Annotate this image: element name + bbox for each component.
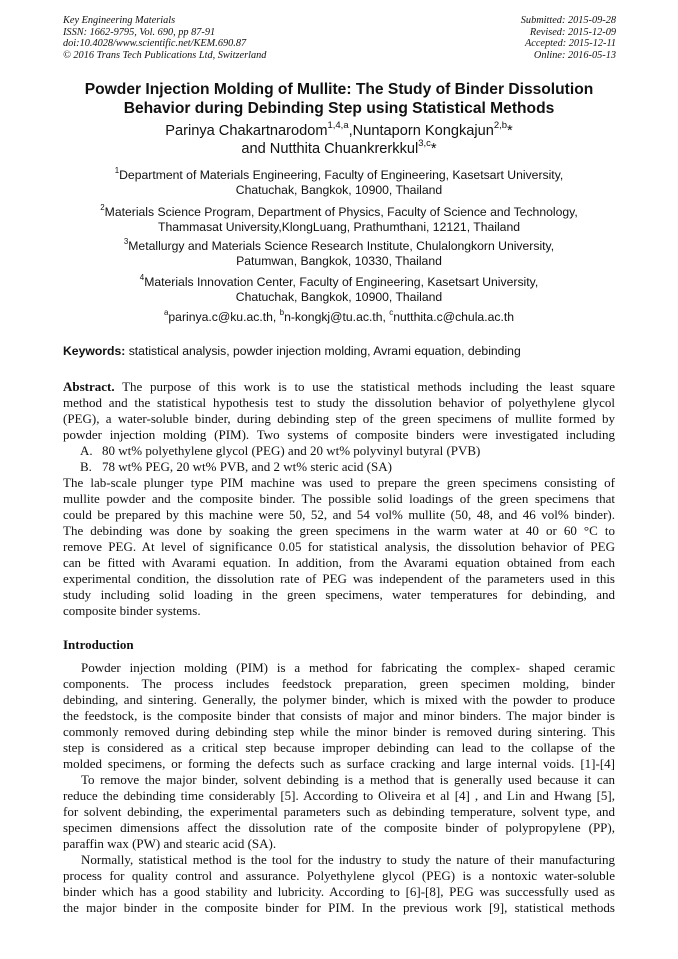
author-emails (40, 310, 638, 325)
affiliation-line: Chatuchak, Bangkok, 10900, Thailand (235, 183, 443, 197)
email-c: nutthita.c@chula.ac.th (393, 310, 515, 324)
title-line-1: Powder Injection Molding of Mullite: The Study of Binder Dissolution (84, 81, 594, 98)
abstract-line: mullite powder and the composite binder. The possible solid loadings of the green specimens that (63, 491, 615, 506)
affiliation-line: Thammasat University,KlongLuang, Prathumthani, 12121, Thailand (158, 220, 520, 234)
affiliation-line: Materials Science Program, Department of Physics, Faculty of Science and Technology, (104, 205, 578, 219)
affiliation-number: 4 (139, 273, 145, 283)
affiliation-line: Metallurgy and Materials Science Research Institute, Chulalongkorn University, (128, 239, 555, 253)
abstract-line: remove PEG. At level of significance 0.05 for statistical analysis, the dissolution behavior of PEG (63, 539, 615, 554)
corresponding-mark-1: * (507, 123, 513, 139)
affiliation-number: 3 (123, 237, 129, 247)
intro-line: binder which has a good stability and lubricity. According to [6]-[8], PEG was successfully used as (63, 884, 615, 899)
list-item (80, 443, 480, 458)
author-and: and (241, 141, 270, 157)
submitted-date: Submitted: 2015-09-28 (520, 15, 616, 26)
intro-line: Powder injection molding (PIM) is a method for fabricating the complex- shaped ceramic (81, 660, 615, 675)
intro-line: paraffin wax (PW) and stearic acid (SA). (63, 836, 277, 851)
abstract-line: The debinding was done by soaking the green specimens in the warm water at 40 or 60 °C to (63, 523, 615, 538)
author-list (40, 122, 638, 158)
publication-dates (521, 15, 616, 61)
author-2-affil: 2,b (493, 120, 508, 132)
doi: doi:10.4028/www.scientific.net/KEM.690.87 (63, 38, 247, 50)
keywords-text: statistical analysis, powder injection molding, Avrami equation, debinding (125, 344, 521, 358)
keywords-label: Keywords: (63, 344, 126, 358)
author-1: Parinya Chakartnarodom (165, 123, 328, 139)
abstract-line: study including solid loading in the green specimens, water temperatures for debinding, and (63, 587, 615, 602)
abstract-line: (PEG), a water-soluble binder, during debinding step of the green specimens of mullite formed by (63, 411, 615, 426)
list-text: 78 wt% PEG, 20 wt% PVB, and 2 wt% steric acid (SA) (102, 459, 392, 474)
list-marker: B. (80, 459, 92, 474)
abstract-label: Abstract. (63, 379, 115, 394)
intro-line: specimen dimensions affect the dissolution rate of the composite binder of polypropylene (PP), (63, 820, 615, 835)
intro-line: process for quality control and assurance. Polyethylene glycol (PEG) is a nontoxic water-soluble (63, 868, 615, 883)
author-line-1 (40, 122, 638, 140)
intro-line: the feedstock, is the composite binder that consists of major and minor binders. The major binder is (63, 708, 615, 723)
email-a: parinya.c@ku.ac.th, (168, 310, 280, 324)
affiliation-4 (40, 275, 638, 305)
affiliation-line: Patumwan, Bangkok, 10330, Thailand (236, 254, 442, 268)
intro-line: To remove the major binder, solvent debinding is a method that is generally used because it can (81, 772, 615, 787)
affiliation-line: Chatuchak, Bangkok, 10900, Thailand (235, 290, 443, 304)
list-marker: A. (80, 443, 93, 458)
section-heading-introduction: Introduction (63, 637, 134, 652)
abstract-line: The lab-scale plunger type PIM machine was used to prepare the green specimens consisting of (63, 475, 615, 490)
intro-line: the major binder in the composite binder for PIM. In the previous work [9], statistical methods (63, 900, 615, 915)
intro-line: debinding, and sintering. Generally, the polymer binder, which is mixed with the powder to produce (63, 692, 615, 707)
copyright: © 2016 Trans Tech Publications Ltd, Switzerland (63, 49, 267, 61)
author-separator: , (348, 123, 353, 139)
abstract-line: Abstract. The purpose of this work is to use the statistical methods including the least square (63, 379, 615, 394)
email-mark-b: b (279, 308, 285, 318)
online-date: Online: 2016-05-13 (533, 49, 616, 61)
email-mark-a: a (163, 308, 169, 318)
affiliation-number: 1 (114, 166, 120, 176)
intro-line: Normally, statistical method is the tool for the industry to study the nature of their manufacturing (81, 852, 615, 867)
abstract-line: can be fitted with Avarami equation. In addition, from the Avarami equation obtained from each (63, 555, 615, 570)
email-b: n-kongkj@tu.ac.th, (284, 310, 390, 324)
intro-line: commonly removed during debinding step while the minor binder is removed during sintering. This (63, 724, 615, 739)
revised-date: Revised: 2015-12-09 (529, 26, 616, 38)
affiliation-2 (40, 205, 638, 235)
accepted-date: Accepted: 2015-12-11 (524, 38, 616, 50)
intro-line: components. The process includes feedstock preparation, green specimen molding, binder (63, 676, 615, 691)
issn: ISSN: 1662-9795, Vol. 690, pp 87-91 (63, 26, 216, 38)
journal-info (63, 15, 266, 61)
intro-line: reduce the debinding time considerably [5]. According to Oliveira et al [4] , and Lin and Hwang [5], (63, 788, 615, 803)
author-3: Nutthita Chuankrerkkul (269, 141, 419, 157)
author-3-affil: 3,c (418, 138, 431, 150)
author-2: Nuntaporn Kongkajun (352, 123, 494, 139)
abstract-line: experimental condition, the dissolution rate of PEG was independent of the parameters used in this (63, 571, 615, 586)
corresponding-mark-2: * (430, 141, 437, 157)
affiliation-1 (40, 168, 638, 198)
author-1-affil: 1,4,a (327, 120, 349, 132)
abstract-line: could be prepared by this machine were 50, 52, and 54 vol% mullite (50, 48, and 46 vol% binder). (63, 507, 615, 522)
email-mark-c: c (389, 308, 394, 318)
affiliation-3 (40, 239, 638, 269)
author-line-2 (40, 140, 638, 158)
list-text: 80 wt% polyethylene glycol (PEG) and 20 wt% polyvinyl butyral (PVB) (102, 443, 481, 458)
list-item (80, 459, 392, 474)
affiliation-number: 2 (100, 203, 105, 213)
intro-line: step is considered as a critical step because improper debinding can lead to the collapse of the (63, 740, 615, 755)
abstract-line: powder injection molding (PIM). Two systems of composite binders were investigated including (63, 427, 615, 442)
abstract-line: composite binder systems. (63, 603, 201, 618)
intro-line: molded specimens, or forming the defects such as surface cracking and large internal voids. [1]-[4] (63, 756, 615, 771)
affiliation-line: Department of Materials Engineering, Faculty of Engineering, Kasetsart University, (119, 168, 564, 182)
abstract-line: method and the statistical hypothesis test to study the dissolution behavior of polyethylene glycol (63, 395, 615, 410)
journal-name: Key Engineering Materials (63, 15, 176, 26)
affiliation-line: Materials Innovation Center, Faculty of Engineering, Kasetsart University, (144, 275, 539, 289)
keywords (63, 344, 521, 358)
intro-line: for solvent debinding, the experimental parameters such as debinding temperature, solvent type, and (63, 804, 615, 819)
paper-title (40, 80, 638, 118)
title-line-2: Behavior during Debinding Step using Statistical Methods (123, 100, 555, 117)
